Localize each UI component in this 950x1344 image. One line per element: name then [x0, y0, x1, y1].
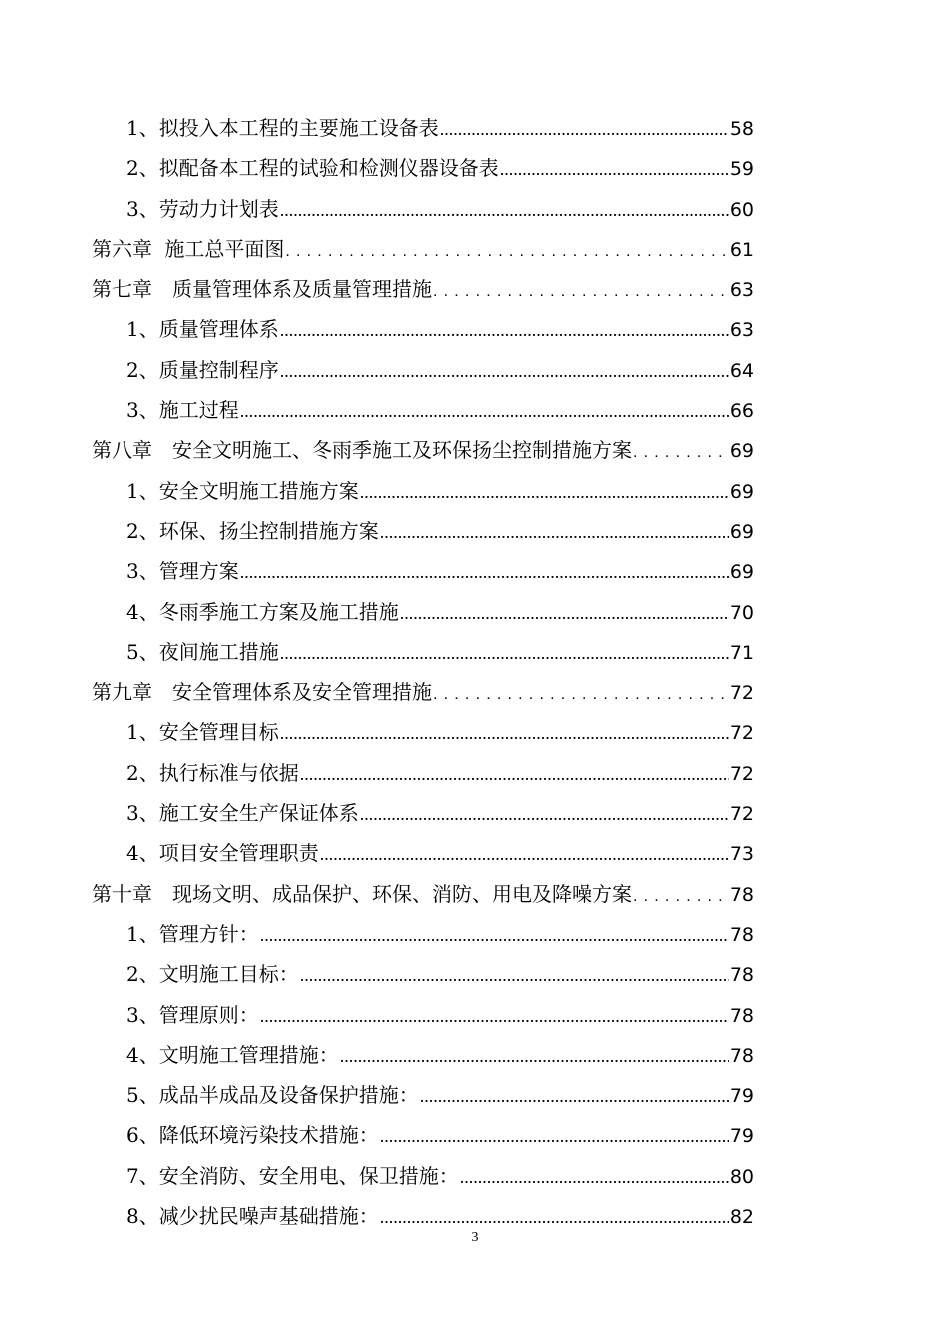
toc-section-entry[interactable]	[92, 954, 754, 994]
toc-page-number: 78	[729, 1044, 754, 1067]
toc-dot-leader	[280, 713, 729, 752]
toc-dot-leader	[280, 310, 729, 349]
toc-section-entry[interactable]	[92, 350, 754, 390]
toc-page-number: 72	[729, 803, 754, 826]
toc-dot-leader	[633, 877, 729, 914]
toc-entry-title: 5、成品半成品及设备保护措施：	[126, 1083, 419, 1108]
toc-entry-title: 2、拟配备本工程的试验和检测仪器设备表	[126, 156, 499, 181]
toc-dot-leader	[260, 996, 729, 1035]
toc-entry-title: 1、质量管理体系	[126, 317, 279, 342]
toc-entry-title: 7、安全消防、安全用电、保卫措施：	[126, 1163, 459, 1188]
toc-entry-title: 1、安全文明施工措施方案	[126, 478, 359, 503]
toc-page-number: 69	[729, 440, 754, 463]
toc-page-number: 78	[729, 923, 754, 946]
toc-section-entry[interactable]	[92, 592, 754, 632]
toc-entry-title: 第六章 施工总平面图	[92, 236, 285, 261]
toc-entry-title: 4、项目安全管理职责	[126, 841, 319, 866]
toc-dot-leader	[380, 512, 729, 551]
toc-entry-title: 6、降低环境污染技术措施：	[126, 1123, 379, 1148]
toc-page-number: 58	[729, 118, 754, 140]
toc-entry-title: 5、夜间施工措施	[126, 639, 279, 664]
toc-dot-leader	[633, 433, 729, 470]
toc-page-number: 80	[729, 1165, 754, 1188]
toc-section-entry[interactable]	[92, 471, 754, 511]
toc-chapter-entry[interactable]	[92, 229, 754, 269]
toc-chapter-entry[interactable]	[92, 269, 754, 309]
toc-section-entry[interactable]	[92, 108, 754, 148]
toc-section-entry[interactable]	[92, 1115, 754, 1155]
toc-page-number: 82	[729, 1206, 754, 1229]
toc-page-number: 66	[729, 400, 754, 423]
toc-entry-title: 8、减少扰民噪声基础措施：	[126, 1204, 379, 1229]
toc-section-entry[interactable]	[92, 632, 754, 672]
toc-dot-leader	[285, 232, 728, 269]
toc-entry-title: 4、文明施工管理措施：	[126, 1042, 339, 1067]
toc-page-number: 73	[729, 843, 754, 866]
toc-dot-leader	[240, 391, 729, 430]
toc-page-number: 61	[729, 238, 754, 261]
toc-page-number: 69	[729, 520, 754, 543]
toc-section-entry[interactable]	[92, 189, 754, 229]
toc-section-entry[interactable]	[92, 390, 754, 430]
toc-dot-leader	[400, 593, 729, 632]
toc-page-number: 78	[729, 1004, 754, 1027]
toc-entry-title: 1、管理方针：	[126, 921, 259, 946]
toc-chapter-entry[interactable]	[92, 672, 754, 712]
toc-page-number: 79	[729, 1125, 754, 1148]
toc-section-entry[interactable]	[92, 712, 754, 752]
toc-dot-leader	[300, 955, 729, 994]
toc-dot-leader	[500, 149, 729, 188]
toc-page-number: 72	[729, 682, 754, 705]
toc-page-number: 69	[729, 480, 754, 503]
toc-dot-leader	[433, 272, 729, 309]
toc-dot-leader	[260, 915, 729, 954]
toc-dot-leader	[360, 472, 729, 511]
toc-entry-title: 3、管理原则：	[126, 1002, 259, 1027]
toc-page-number: 70	[729, 601, 754, 624]
toc-dot-leader	[340, 1036, 729, 1075]
toc-entry-title: 第七章 质量管理体系及质量管理措施	[92, 277, 432, 302]
toc-page-number: 71	[729, 641, 754, 664]
toc-section-entry[interactable]	[92, 1075, 754, 1115]
toc-entry-title: 3、施工过程	[126, 398, 239, 423]
toc-dot-leader	[460, 1157, 729, 1196]
toc-section-entry[interactable]	[92, 833, 754, 873]
toc-section-entry[interactable]	[92, 511, 754, 551]
toc-entry-title: 3、管理方案	[126, 559, 239, 584]
toc-dot-leader	[360, 794, 729, 833]
toc-section-entry[interactable]	[92, 148, 754, 188]
toc-entry-title: 2、执行标准与依据	[126, 760, 299, 785]
toc-entry-title: 第八章 安全文明施工、冬雨季施工及环保扬尘控制措施方案	[92, 438, 632, 463]
toc-entry-title: 1、安全管理目标	[126, 720, 279, 745]
toc-chapter-entry[interactable]	[92, 874, 754, 914]
toc-dot-leader	[300, 754, 729, 793]
toc-section-entry[interactable]	[92, 551, 754, 591]
toc-entry-title: 1、拟投入本工程的主要施工设备表	[126, 116, 439, 140]
toc-section-entry[interactable]	[92, 1035, 754, 1075]
toc-entry-title: 3、劳动力计划表	[126, 196, 279, 221]
toc-page-number: 59	[729, 158, 754, 181]
toc-entry-title: 2、环保、扬尘控制措施方案	[126, 518, 379, 543]
toc-page-number: 69	[729, 561, 754, 584]
toc-entry-title: 2、文明施工目标：	[126, 962, 299, 987]
toc-entry-title: 第十章 现场文明、成品保护、环保、消防、用电及降噪方案	[92, 881, 632, 906]
toc-entry-title: 第九章 安全管理体系及安全管理措施	[92, 680, 432, 705]
toc-page-number: 63	[729, 319, 754, 342]
toc-page-number: 72	[729, 762, 754, 785]
toc-page-number: 63	[729, 279, 754, 302]
page-number: 3	[471, 1230, 479, 1245]
toc-section-entry[interactable]	[92, 793, 754, 833]
toc-entry-title: 2、质量控制程序	[126, 357, 279, 382]
toc-chapter-entry[interactable]	[92, 430, 754, 470]
toc-dot-leader	[380, 1116, 729, 1155]
toc-dot-leader	[280, 351, 729, 390]
toc-page-number: 60	[729, 198, 754, 221]
toc-page-number: 78	[729, 964, 754, 987]
toc-page-number: 72	[729, 722, 754, 745]
toc-dot-leader	[440, 109, 729, 148]
toc-section-entry[interactable]	[92, 914, 754, 954]
toc-section-entry[interactable]	[92, 995, 754, 1035]
toc-page-number: 64	[729, 359, 754, 382]
toc-dot-leader	[280, 633, 729, 672]
toc-dot-leader	[433, 675, 729, 712]
toc-page-number: 78	[729, 883, 754, 906]
toc-dot-leader	[240, 552, 729, 591]
toc-page-number: 79	[729, 1085, 754, 1108]
toc-dot-leader	[420, 1076, 729, 1115]
toc-entry-title: 3、施工安全生产保证体系	[126, 801, 359, 826]
toc-dot-leader	[320, 834, 729, 873]
toc-section-entry[interactable]	[92, 753, 754, 793]
toc-section-entry[interactable]	[92, 1156, 754, 1196]
toc-entry-title: 4、冬雨季施工方案及施工措施	[126, 599, 399, 624]
toc-section-entry[interactable]	[92, 309, 754, 349]
table-of-contents	[92, 108, 754, 1236]
toc-dot-leader	[280, 190, 729, 229]
